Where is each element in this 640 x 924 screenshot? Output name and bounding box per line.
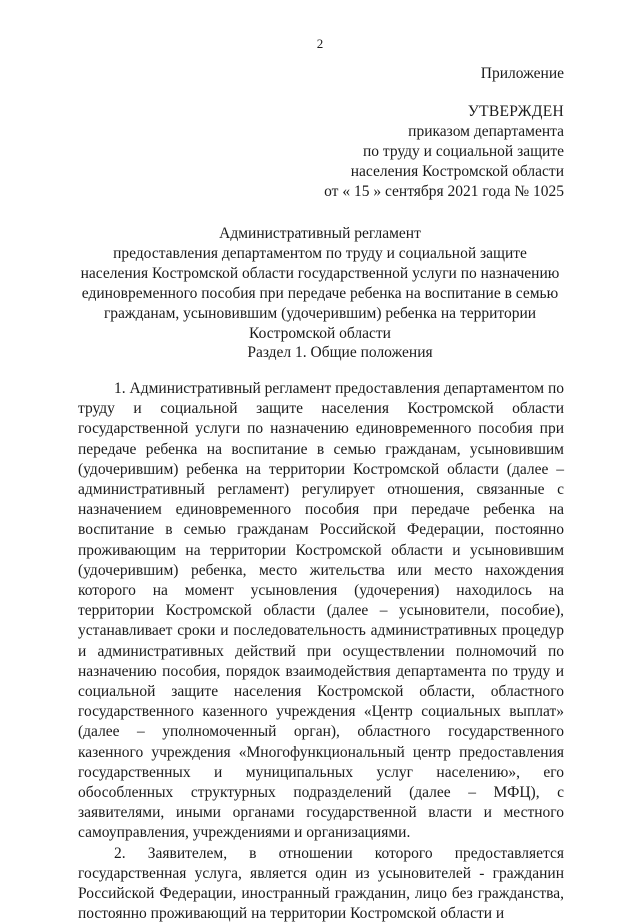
title-line-2: предоставления департаментом по труду и социальной защите xyxy=(113,245,527,262)
order-line-1: приказом департамента xyxy=(408,123,564,140)
section-heading: Раздел 1. Общие положения xyxy=(247,344,433,361)
order-line-3: населения Костромской области xyxy=(350,163,564,180)
title-line-6: Костромской области xyxy=(249,325,391,342)
paragraph-2: 2. Заявителем, в отношении которого предоставляется государственная услуга, является один из усыновителей - гражданин Российской Федерации, иностранный гражданин, лицо без гражданства, постоянно проживающий на территории Костромской области и xyxy=(78,844,564,923)
approved-stamp-text: УТВЕРЖДЕН xyxy=(467,103,564,120)
body-text xyxy=(78,379,564,924)
appendix-label: Приложение xyxy=(480,65,564,82)
title-line-3: населения Костромской области государственной услуги по назначению xyxy=(80,265,560,282)
order-date-number: от « 15 » сентября 2021 года № 1025 xyxy=(324,183,564,200)
approval-block xyxy=(324,64,564,202)
page-number: 2 xyxy=(316,36,324,51)
paragraph-1: 1. Административный регламент предоставления департаментом по труду и социальной защите населения Костромской области государственной услуги по назначению единовременного пособия при передаче ребенка на воспитание в семью гражданам, усыновившим (удочерившим) ребенка на территории Костромской области (далее – административный регламент) регулирует отношения, связанные с назначением единовременного пособия при передаче ребенка на воспитание в семью гражданам Российской Федерации, постоянно проживающим на территории Костромской области и усыновившим (удочерившим) ребенка, место жительства или место нахождения которого на момент усыновления (удочерения) находилось на территории Костромской области (далее – усыновители, пособие), устанавливает сроки и последовательность административных процедур и административных действий при осуществлении полномочий по назначению пособия, порядок взаимодействия департамента по труду и социальной защите населения Костромской области, областного государственного казенного учреждения «Центр социальных выплат» (далее – уполномоченный орган), областного государственного казенного учреждения «Многофункциональный центр предоставления государственных и муниципальных услуг населению», его обособленных структурных подразделений (далее – МФЦ), с заявителями, иными органами государственной власти и местного самоуправления, учреждениями и организациями. xyxy=(78,380,564,842)
title-line-4: единовременного пособия при передаче ребенка на воспитание в семью xyxy=(81,285,559,302)
title-line-1: Административный регламент xyxy=(219,225,421,242)
document-title xyxy=(60,224,580,344)
title-line-5: гражданам, усыновившим (удочерившим) ребенка на территории xyxy=(103,305,537,322)
order-line-2: по труду и социальной защите xyxy=(362,143,564,160)
